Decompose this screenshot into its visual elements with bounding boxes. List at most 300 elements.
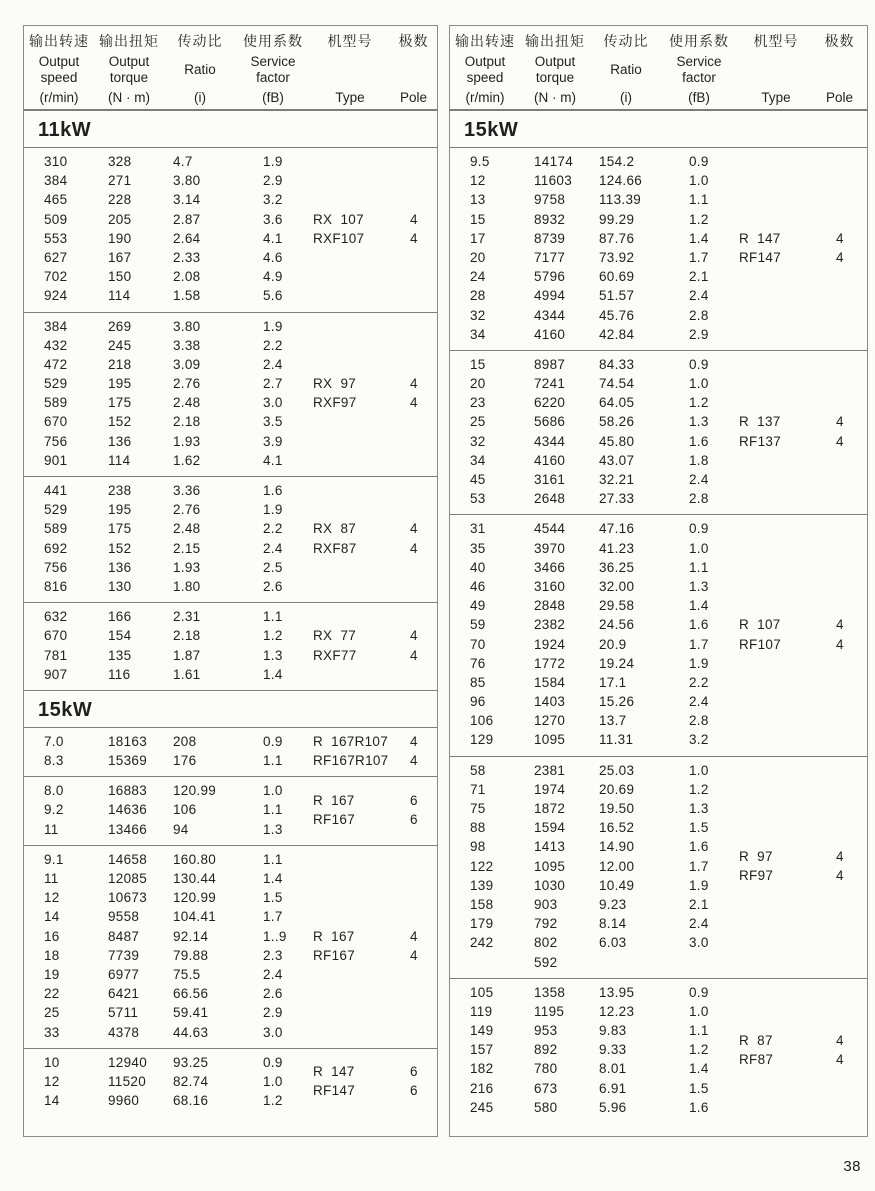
service-factor-cell: 1.4 [263, 666, 283, 682]
ratio-cell: 1.58 [173, 288, 201, 304]
service-factor-cell: 1.7 [263, 909, 283, 925]
table-row [450, 190, 736, 209]
ratio-cell: 8.14 [599, 916, 627, 932]
speed-cell: 18 [44, 947, 60, 963]
ratio-cell: 64.05 [599, 395, 635, 411]
header-cell-2 [94, 31, 164, 109]
ratio-cell: 1.93 [173, 559, 201, 575]
table-row [24, 869, 310, 888]
service-factor-cell: 1.3 [689, 414, 709, 430]
spec-block [450, 147, 867, 350]
ratio-cell: 32.21 [599, 472, 635, 487]
table-row [450, 914, 736, 933]
spec-rows [24, 1053, 310, 1111]
speed-cell: 9.2 [44, 802, 64, 818]
header-cell-2 [520, 31, 590, 109]
service-factor-cell: 2.9 [263, 173, 283, 189]
speed-cell: 34 [470, 326, 486, 342]
torque-cell: 580 [534, 1099, 558, 1115]
torque-cell: 13466 [108, 821, 148, 837]
header-unit-label: (fB) [688, 90, 710, 105]
service-factor-cell: 1.5 [689, 820, 709, 836]
pole-cell: 4 [410, 211, 418, 227]
ratio-cell [590, 953, 662, 972]
header-unit-label: Type [335, 90, 365, 105]
service-factor-cell: 1.4 [689, 1061, 709, 1077]
speed-cell: 242 [470, 935, 494, 951]
service-factor-cell: 2.4 [263, 356, 283, 372]
type-pole-group [736, 519, 863, 749]
ratio-cell: 17.1 [599, 674, 627, 690]
service-factor-cell: 0.9 [263, 1054, 283, 1070]
torque-cell: 5711 [108, 1005, 139, 1021]
service-factor-cell: 3.0 [689, 935, 709, 951]
power-section [24, 690, 437, 1116]
torque-cell: 8487 [108, 928, 140, 944]
service-factor-cell: 0.9 [689, 356, 709, 372]
speed-cell: 924 [44, 288, 68, 304]
torque-cell: 269 [108, 318, 132, 334]
table-row [450, 519, 736, 538]
header-cell-6 [816, 31, 863, 109]
table-row [24, 539, 310, 558]
service-factor-cell: 1.9 [263, 154, 283, 169]
torque-cell: 8987 [534, 356, 566, 372]
spec-block [450, 978, 867, 1123]
ratio-cell: 11.31 [599, 732, 634, 748]
service-factor-cell: 1.1 [263, 802, 283, 818]
speed-cell: 465 [44, 192, 68, 208]
table-row [450, 432, 736, 451]
service-factor-cell: 1.7 [689, 249, 709, 265]
speed-cell: 472 [44, 356, 68, 372]
speed-cell: 139 [470, 877, 494, 893]
header-zh-label: 输出转速 [29, 33, 89, 49]
torque-cell: 11520 [108, 1073, 147, 1089]
type-cell: RX 87 [313, 521, 357, 537]
ratio-cell: 104.41 [173, 909, 217, 925]
speed-cell: 122 [470, 858, 494, 874]
torque-cell: 154 [108, 628, 132, 644]
header-en-wrap [24, 51, 94, 88]
spec-rows [450, 355, 736, 509]
speed-cell: 7.0 [44, 733, 64, 749]
type-cell: RX 97 [313, 376, 357, 392]
torque-cell: 892 [534, 1042, 558, 1058]
type-line [736, 248, 863, 267]
torque-cell: 16883 [108, 783, 148, 799]
torque-cell: 1403 [534, 694, 566, 710]
table-row [24, 965, 310, 984]
service-factor-cell: 1.1 [689, 192, 709, 208]
speed-cell: 32 [470, 307, 486, 323]
speed-cell: 589 [44, 395, 68, 411]
table-row [450, 711, 736, 730]
table-row [24, 286, 310, 305]
table-row [450, 229, 736, 248]
service-factor-cell: 0.9 [263, 733, 283, 749]
torque-cell: 5686 [534, 414, 566, 430]
table-row [450, 596, 736, 615]
table-row [450, 673, 736, 692]
ratio-cell: 113.39 [599, 192, 642, 208]
table-row [450, 818, 736, 837]
speed-cell: 53 [470, 491, 486, 507]
speed-cell: 509 [44, 211, 68, 227]
table-row [450, 635, 736, 654]
ratio-cell: 93.25 [173, 1054, 209, 1070]
service-factor-cell: 1.3 [689, 578, 709, 594]
header-unit-label: (i) [194, 90, 206, 105]
service-factor-cell: 1.2 [689, 781, 709, 797]
ratio-cell: 92.14 [173, 928, 209, 944]
type-line [310, 229, 437, 248]
torque-cell: 7241 [534, 376, 566, 392]
torque-cell: 166 [108, 609, 132, 625]
table-row [24, 850, 310, 869]
table-row [24, 152, 310, 171]
type-cell: R 167R107 [313, 733, 389, 749]
torque-cell: 592 [534, 954, 558, 970]
ratio-cell: 2.64 [173, 230, 201, 246]
table-row [450, 953, 736, 972]
ratio-cell: 19.24 [599, 655, 635, 671]
header-en-wrap [450, 51, 520, 88]
service-factor-cell: 1.5 [689, 1080, 709, 1096]
table-header [24, 26, 437, 110]
torque-cell: 6220 [534, 395, 566, 411]
service-factor-cell: 1.3 [689, 801, 709, 816]
torque-cell: 150 [108, 269, 132, 285]
ratio-cell: 44.63 [173, 1024, 209, 1040]
ratio-cell: 1.87 [173, 647, 201, 663]
spec-block [24, 727, 437, 776]
table-row [24, 665, 310, 684]
ratio-cell: 120.99 [173, 783, 217, 799]
ratio-cell: 2.48 [173, 521, 201, 537]
torque-cell: 1974 [534, 781, 566, 797]
type-cell: RF147 [739, 249, 782, 265]
service-factor-cell: 1.6 [689, 1099, 709, 1115]
table-row [24, 451, 310, 470]
type-cell: RXF87 [313, 540, 357, 556]
torque-cell: 4378 [108, 1024, 140, 1040]
service-factor-cell: 2.9 [689, 326, 709, 342]
speed-cell: 182 [470, 1061, 494, 1077]
table-row [450, 286, 736, 305]
table-row [24, 646, 310, 665]
torque-cell: 1358 [534, 984, 566, 1000]
spec-block [24, 845, 437, 1048]
ratio-cell: 10.49 [599, 877, 635, 893]
torque-cell: 1270 [534, 713, 566, 729]
service-factor-cell: 1.1 [689, 559, 709, 575]
type-line [310, 626, 437, 645]
service-factor-cell: 1.1 [689, 1023, 709, 1039]
ratio-cell: 12.00 [599, 858, 635, 874]
ratio-cell: 3.80 [173, 318, 201, 334]
table-row [450, 558, 736, 577]
type-cell: R 147 [739, 230, 781, 246]
ratio-cell: 79.88 [173, 947, 209, 963]
ratio-cell: 43.07 [599, 452, 635, 468]
service-factor-cell: 2.6 [263, 578, 283, 594]
pole-cell: 4 [836, 848, 844, 864]
speed-cell: 34 [470, 452, 486, 468]
type-cell: R 87 [739, 1032, 773, 1048]
torque-cell: 4160 [534, 452, 566, 468]
torque-cell: 7739 [108, 947, 140, 963]
speed-cell: 46 [470, 578, 486, 594]
spec-block [24, 476, 437, 602]
ratio-cell: 13.7 [599, 713, 627, 729]
table-row [24, 317, 310, 336]
section-title: 11kW [24, 110, 437, 147]
pole-cell: 6 [410, 812, 418, 828]
speed-cell: 22 [44, 986, 60, 1002]
speed-cell: 553 [44, 230, 68, 246]
torque-cell: 1195 [534, 1003, 565, 1019]
torque-cell: 2381 [534, 762, 566, 778]
ratio-cell: 6.91 [599, 1080, 627, 1096]
pole-cell: 4 [410, 376, 418, 392]
table-row [450, 489, 736, 508]
spec-block [24, 312, 437, 477]
torque-cell: 953 [534, 1023, 558, 1039]
pole-cell: 4 [410, 928, 418, 944]
ratio-cell: 2.76 [173, 502, 201, 518]
table-row [24, 500, 310, 519]
ratio-cell: 75.5 [173, 966, 201, 982]
torque-cell: 9758 [534, 192, 566, 208]
header-unit-label: (i) [620, 90, 632, 105]
service-factor-cell: 1.4 [689, 598, 709, 614]
table-row [24, 1072, 310, 1091]
service-factor-cell: 4.9 [263, 269, 283, 285]
table-row [450, 876, 736, 895]
type-line [736, 615, 863, 634]
type-pole-group [310, 781, 437, 839]
spec-rows [24, 732, 310, 770]
speed-cell: 33 [44, 1024, 60, 1040]
ratio-cell: 9.83 [599, 1023, 627, 1039]
service-factor-cell: 1.4 [263, 871, 283, 886]
ratio-cell: 66.56 [173, 986, 209, 1002]
type-cell: R 97 [739, 848, 773, 864]
spec-block [450, 756, 867, 978]
service-factor-cell: 1.6 [689, 433, 709, 449]
type-line [736, 1050, 863, 1069]
torque-cell: 7177 [534, 249, 566, 265]
ratio-cell: 8.01 [599, 1061, 627, 1077]
speed-cell: 20 [470, 376, 486, 392]
service-factor-cell: 1.7 [689, 636, 709, 652]
torque-cell: 4994 [534, 288, 566, 304]
torque-cell: 1872 [534, 801, 566, 816]
service-factor-cell: 2.6 [263, 986, 283, 1002]
torque-cell: 792 [534, 916, 558, 932]
header-zh-label: 使用系数 [669, 33, 729, 49]
type-cell: RF107 [739, 636, 782, 652]
speed-cell: 31 [470, 521, 486, 537]
table-header [450, 26, 867, 110]
pole-cell: 4 [836, 1032, 844, 1048]
table-row [24, 732, 310, 751]
service-factor-cell: 1.9 [263, 318, 283, 334]
table-row [450, 1002, 736, 1021]
torque-cell: 14658 [108, 851, 148, 867]
ratio-cell: 94 [173, 821, 189, 837]
ratio-cell: 9.23 [599, 896, 627, 912]
ratio-cell: 6.03 [599, 935, 627, 951]
torque-cell: 1095 [534, 858, 566, 874]
ratio-cell: 1.62 [173, 452, 201, 468]
speed-cell: 98 [470, 839, 486, 855]
speed-cell: 9.1 [44, 851, 64, 867]
service-factor-cell: 1.0 [689, 1003, 709, 1019]
speed-cell: 632 [44, 609, 68, 625]
service-factor-cell: 1.1 [263, 753, 283, 769]
ratio-cell: 27.33 [599, 491, 635, 507]
service-factor-cell: 1.9 [689, 655, 709, 671]
spec-block [24, 776, 437, 845]
header-en-label: Output speed [464, 54, 506, 85]
ratio-cell: 176 [173, 753, 197, 769]
header-unit-label: (fB) [262, 90, 284, 105]
table-row [450, 1098, 736, 1117]
table-row [24, 374, 310, 393]
table-row [450, 248, 736, 267]
torque-cell: 2382 [534, 617, 566, 633]
table-row [450, 306, 736, 325]
pole-cell: 6 [410, 1083, 418, 1099]
service-factor-cell: 1.0 [689, 540, 709, 556]
ratio-cell: 4.7 [173, 154, 193, 169]
type-line [310, 1081, 437, 1100]
table-row [24, 1023, 310, 1042]
service-factor-cell: 1.5 [263, 890, 283, 906]
ratio-cell: 45.80 [599, 433, 635, 449]
service-factor-cell: 3.9 [263, 433, 283, 449]
speed-cell: 25 [470, 414, 486, 430]
speed-cell: 12 [44, 1073, 60, 1089]
speed-cell: 529 [44, 502, 68, 518]
service-factor-cell: 1.9 [263, 502, 283, 518]
torque-cell: 1772 [534, 655, 566, 671]
table-row [24, 248, 310, 267]
ratio-cell: 2.87 [173, 211, 201, 227]
table-row [24, 888, 310, 907]
header-cell-3 [164, 31, 236, 109]
torque-cell: 1924 [534, 636, 566, 652]
speed-cell: 14 [44, 909, 60, 925]
table-row [450, 983, 736, 1002]
service-factor-cell: 1.6 [689, 839, 709, 855]
table-row [24, 558, 310, 577]
ratio-cell: 130.44 [173, 871, 217, 886]
service-factor-cell: 3.5 [263, 414, 283, 430]
table-row [450, 857, 736, 876]
speed-cell: 15 [470, 211, 486, 227]
torque-cell: 12940 [108, 1054, 148, 1070]
pole-cell: 4 [836, 636, 844, 652]
table-row [24, 481, 310, 500]
torque-cell: 4344 [534, 307, 566, 323]
header-en-wrap [662, 51, 736, 88]
ratio-cell: 42.84 [599, 326, 635, 342]
type-line [310, 751, 437, 770]
torque-cell: 175 [108, 521, 132, 537]
ratio-cell: 3.14 [173, 192, 201, 208]
torque-cell: 228 [108, 192, 132, 208]
service-factor-cell: 3.6 [263, 211, 283, 227]
service-factor-cell: 1.0 [689, 376, 709, 392]
ratio-cell: 12.23 [599, 1003, 635, 1019]
header-en-label: Ratio [610, 61, 642, 77]
speed-cell: 59 [470, 617, 486, 633]
service-factor-cell: 2.5 [263, 559, 283, 575]
service-factor-cell: 0.9 [689, 984, 709, 1000]
torque-cell: 195 [108, 376, 132, 392]
ratio-cell: 19.50 [599, 801, 635, 816]
torque-cell: 2648 [534, 491, 566, 507]
pole-cell: 4 [836, 414, 844, 430]
ratio-cell: 87.76 [599, 230, 635, 246]
ratio-cell: 41.23 [599, 540, 635, 556]
header-cell-4 [662, 31, 736, 109]
speed-cell: 441 [44, 483, 68, 498]
service-factor-cell: 2.2 [263, 337, 283, 353]
ratio-cell: 68.16 [173, 1093, 209, 1109]
speed-cell: 310 [44, 154, 68, 169]
type-cell: RF97 [739, 868, 774, 884]
ratio-cell: 5.96 [599, 1099, 627, 1115]
service-factor-cell: 5.6 [263, 288, 283, 304]
spec-rows [450, 519, 736, 749]
spec-rows [24, 850, 310, 1042]
ratio-cell: 32.00 [599, 578, 635, 594]
header-en-label: Service factor [676, 54, 722, 85]
section-title: 15kW [24, 690, 437, 727]
header-cell-3 [590, 31, 662, 109]
pole-cell: 4 [410, 947, 418, 963]
speed-cell: 781 [44, 647, 68, 663]
service-factor-cell [662, 953, 736, 972]
header-zh-label: 传动比 [603, 33, 649, 49]
type-line [310, 927, 437, 946]
table-row [450, 1040, 736, 1059]
header-unit-label: (r/min) [465, 90, 505, 105]
service-factor-cell: 0.9 [689, 154, 709, 169]
speed-cell: 17 [470, 230, 486, 246]
torque-cell: 4160 [534, 326, 566, 342]
header-zh-label: 机型号 [753, 33, 799, 49]
service-factor-cell: 2.4 [689, 472, 709, 487]
torque-cell: 6421 [108, 986, 140, 1002]
speed-cell: 589 [44, 521, 68, 537]
pole-cell: 4 [410, 628, 418, 644]
ratio-cell: 2.31 [173, 609, 201, 625]
type-cell: RXF77 [313, 647, 357, 663]
spec-table-left [23, 25, 438, 1137]
type-pole-group [736, 355, 863, 509]
type-line [310, 810, 437, 829]
table-row [24, 1053, 310, 1072]
header-unit-label: (N · m) [534, 90, 576, 105]
type-pole-group [310, 317, 437, 471]
table-row [24, 1003, 310, 1022]
type-line [310, 646, 437, 665]
